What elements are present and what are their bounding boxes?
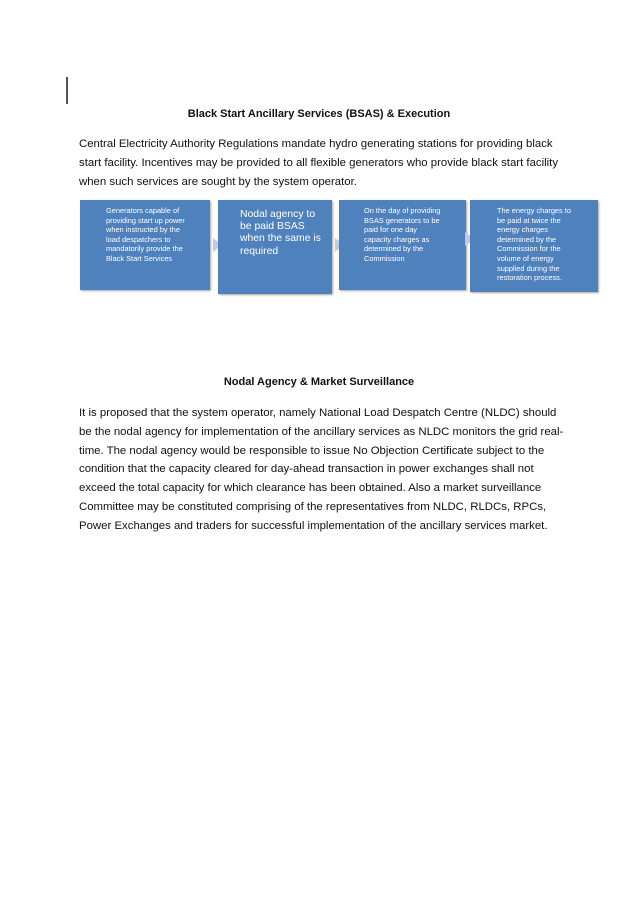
nodal-agency-paragraph: It is proposed that the system operator, namely National Load Despatch Centre (NLDC) should be the nodal agency for implementation of the ancillary services as NLDC monitors the grid real-time. The nodal agency would be responsible to issue No Objection Certificate subject to the condition that the capacity cleared for day-ahead transaction in power exchanges shall not exceed the total capacity for which clearance has been obtained. Also a market surveillance Committee may be constituted comprising of the representatives from NLDC, RLDCs, RPCs, Power Exchanges and traders for successful implementation of the ancillary services market. <box>79 407 564 532</box>
flow-step-4 <box>470 200 598 292</box>
flow-step-2 <box>218 200 332 294</box>
section-title-bsas: Black Start Ancillary Services (BSAS) & Execution <box>187 108 451 120</box>
margin-mark <box>66 77 68 104</box>
flow-step-2-text: Nodal agency to be paid BSAS when the same is required <box>240 209 321 257</box>
flow-step-4-text: The energy charges to be paid at twice the energy charges determined by the Commission for the volume of energy supplied during the restoration process. <box>497 206 571 283</box>
flow-step-3 <box>339 200 466 290</box>
bsas-paragraph: Central Electricity Authority Regulations mandate hydro generating stations for providing black start facility. Incentives may be provided to all flexible generators who provide black start facility when such services are sought by the system operator. <box>79 138 559 188</box>
flow-step-3-text: On the day of providing BSAS generators to be paid for one day capacity charges as determined by the Commission <box>364 206 441 263</box>
flow-step-1-text: Generators capable of providing start up power when instructed by the load despatchers to mandatorily provide the Black Start Services <box>106 206 185 263</box>
section-title-nodal-agency: Nodal Agency & Market Surveillance <box>223 376 415 388</box>
flow-step-1 <box>80 200 210 290</box>
bsas-process-flow <box>80 200 598 294</box>
